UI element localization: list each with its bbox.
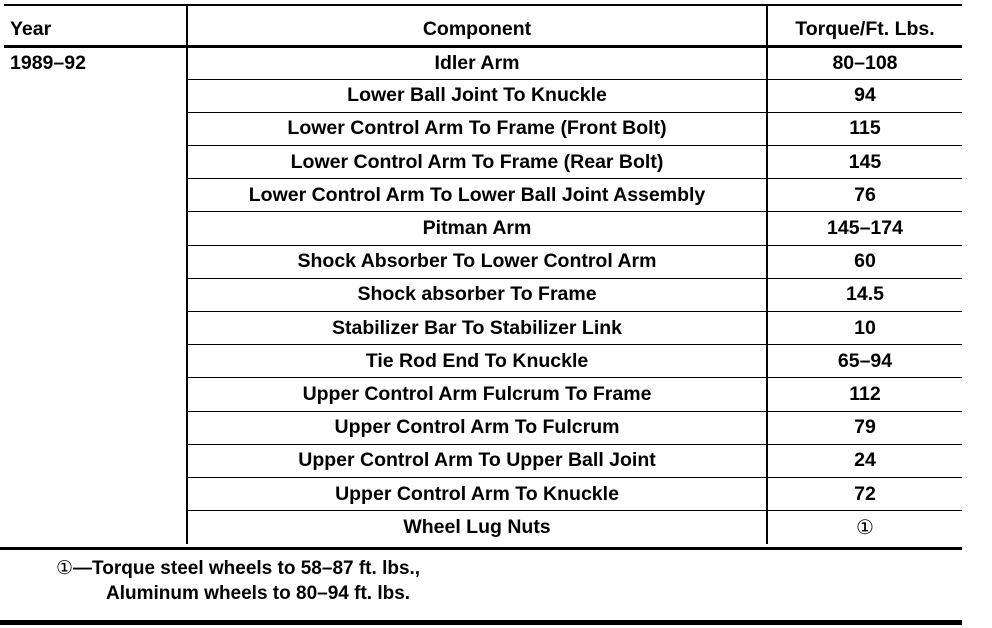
footnote-text-1: —Torque steel wheels to 58–87 ft. lbs., [73, 558, 421, 579]
torque-cell: 65–94 [767, 345, 962, 378]
header-component: Component [187, 4, 767, 46]
torque-cell: 145–174 [767, 212, 962, 245]
torque-cell: 60 [767, 245, 962, 278]
component-cell: Shock absorber To Frame [187, 278, 767, 311]
year-cell: 1989–92 [10, 51, 86, 74]
footnote-line-1 [56, 556, 420, 581]
torque-cell [767, 511, 962, 544]
component-cell: Shock Absorber To Lower Control Arm [187, 245, 767, 278]
torque-cell: 112 [767, 378, 962, 411]
torque-cell: 80–108 [767, 46, 962, 79]
component-cell: Lower Control Arm To Frame (Front Bolt) [187, 112, 767, 145]
torque-cell: 115 [767, 112, 962, 145]
component-cell: Wheel Lug Nuts [187, 511, 767, 544]
torque-cell: 72 [767, 477, 962, 510]
footnote-text-2: Aluminum wheels to 80–94 ft. lbs. [106, 583, 411, 604]
footnote [56, 556, 420, 606]
component-cell: Pitman Arm [187, 212, 767, 245]
bottom-rule [0, 620, 962, 625]
torque-cell: 145 [767, 146, 962, 179]
footnote-ref-icon: ① [856, 514, 874, 539]
header-row [4, 4, 962, 46]
table-row [4, 46, 962, 79]
footnote-marker-icon: ① [56, 557, 74, 579]
component-cell: Lower Ball Joint To Knuckle [187, 79, 767, 112]
component-cell: Idler Arm [187, 46, 767, 79]
component-cell: Tie Rod End To Knuckle [187, 345, 767, 378]
torque-cell: 79 [767, 411, 962, 444]
component-cell: Upper Control Arm Fulcrum To Frame [187, 378, 767, 411]
torque-cell: 94 [767, 79, 962, 112]
header-torque: Torque/Ft. Lbs. [767, 4, 962, 46]
torque-cell: 10 [767, 312, 962, 345]
component-cell: Lower Control Arm To Lower Ball Joint Assembly [187, 179, 767, 212]
component-cell: Upper Control Arm To Upper Ball Joint [187, 444, 767, 477]
header-year: Year [4, 4, 187, 46]
torque-cell: 76 [767, 179, 962, 212]
torque-cell: 14.5 [767, 278, 962, 311]
component-cell: Upper Control Arm To Knuckle [187, 477, 767, 510]
torque-spec-table [4, 4, 962, 544]
component-cell: Stabilizer Bar To Stabilizer Link [187, 312, 767, 345]
torque-cell: 24 [767, 444, 962, 477]
component-cell: Upper Control Arm To Fulcrum [187, 411, 767, 444]
component-cell: Lower Control Arm To Frame (Rear Bolt) [187, 146, 767, 179]
table-bottom-rule [0, 547, 962, 550]
